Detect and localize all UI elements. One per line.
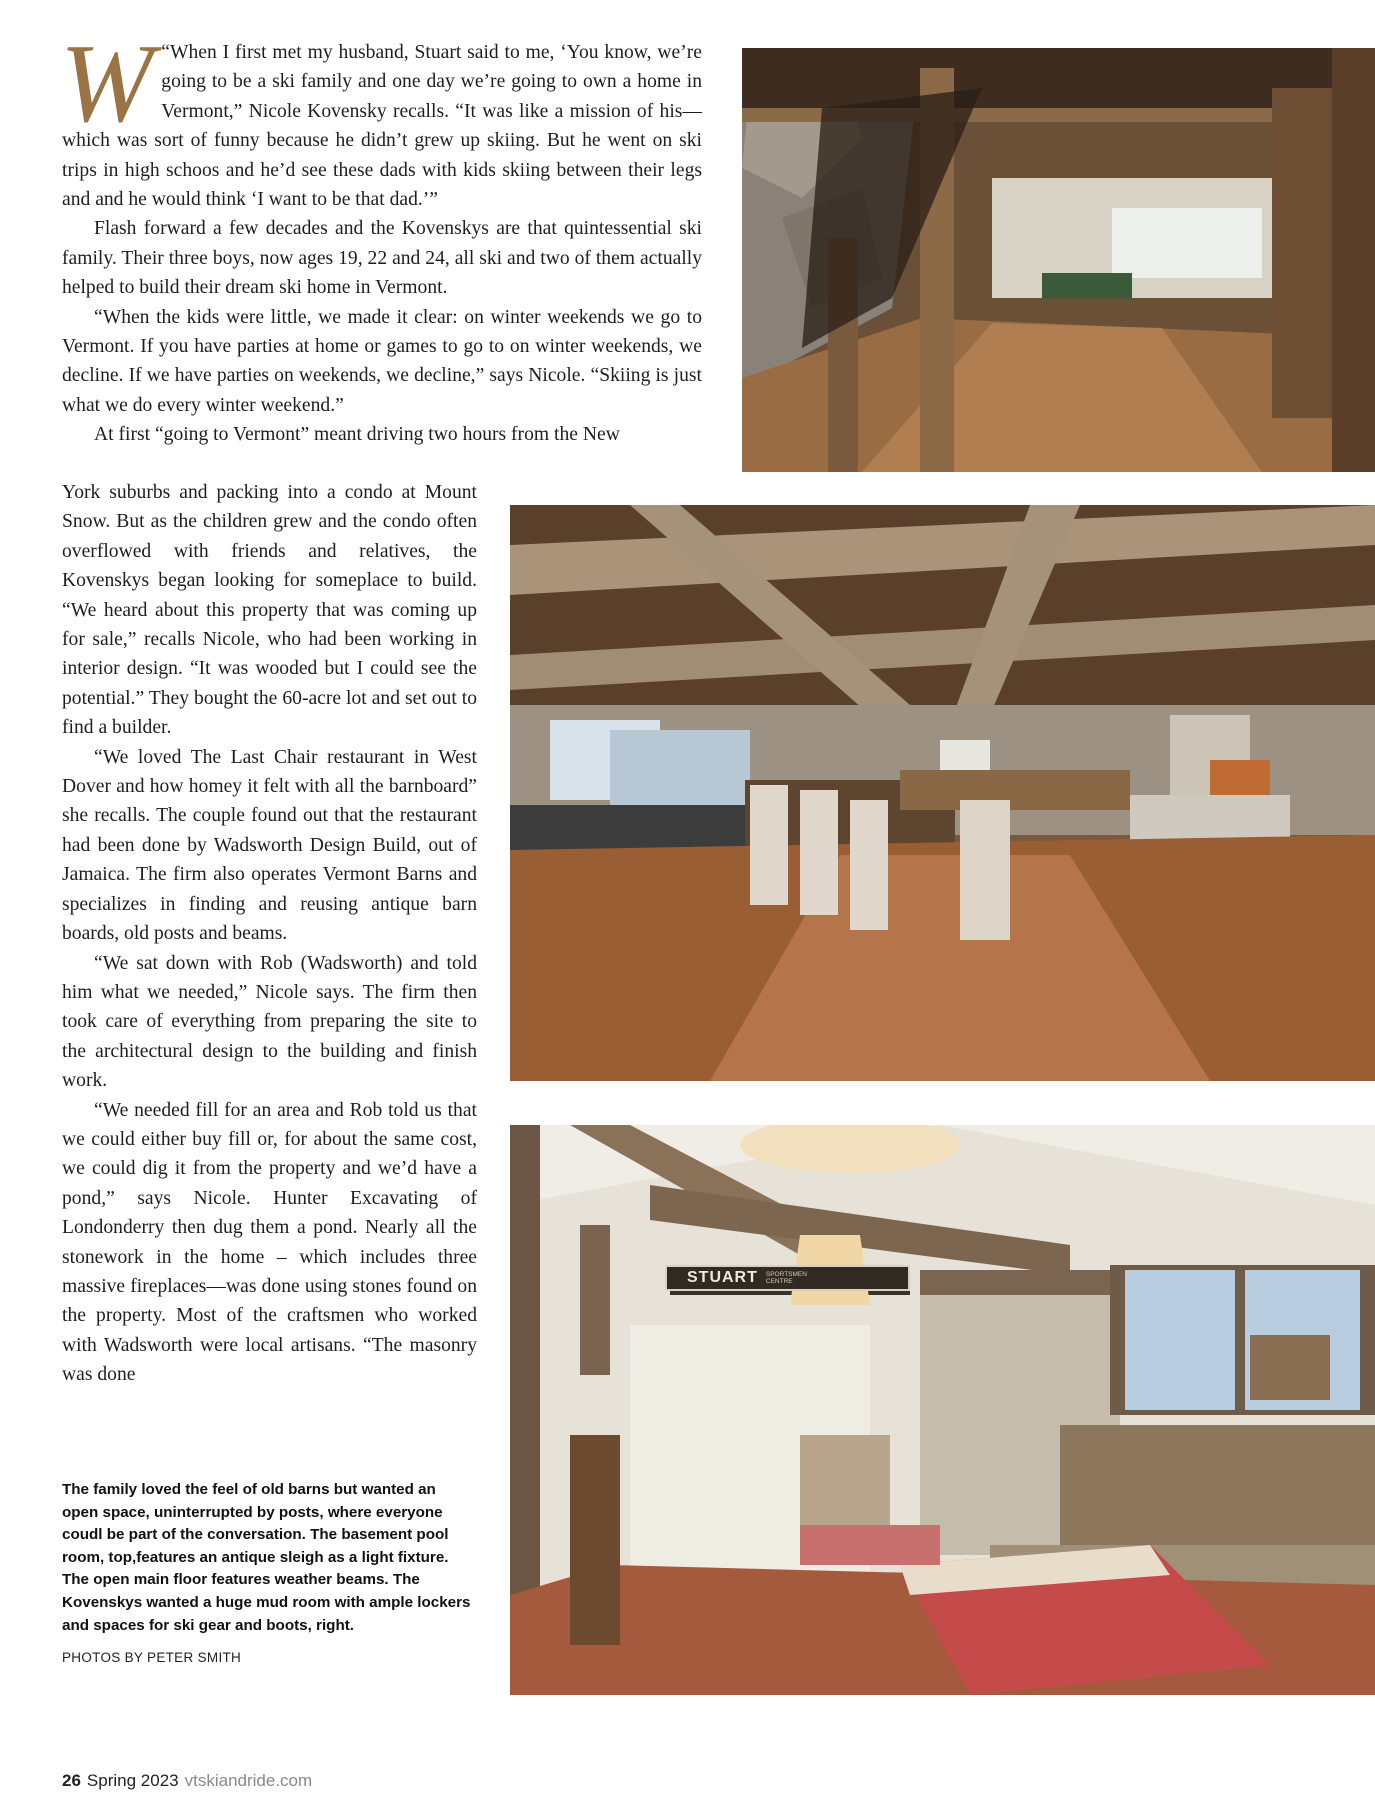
photo-mud-room — [510, 1125, 1375, 1695]
article-paragraph-7: “We needed fill for an area and Rob told us that we could either buy fill or, for about the same cost, we could dig it from the property and we’d have a pond,” says Nicole. Hunter Excavating of Londonderry then dug them a pond. Nearly all the stonework in the home – which includes three massive fireplaces—was done using stones found on the property. Most of the craftsmen who worked with Wadsworth were local artisans. “The masonry was done — [62, 1099, 477, 1386]
article-paragraph-3: “When the kids were little, we made it clear: on winter weekends we go to Vermont. If you have parties at home or games to go to on winter weekends, we decline. If we have parties on weekends, we decline,” says Nicole. “Skiing is just what we do every winter weekend.” — [62, 306, 702, 416]
article-column-top — [60, 22, 702, 450]
article-paragraph-4a: At first “going to Vermont” meant driving two hours from the New — [94, 424, 620, 446]
article-paragraph-6: “We sat down with Rob (Wadsworth) and told him what we needed,” Nicole says. The firm then took care of everything from preparing the site to the architectural design to the building and finish work. — [62, 952, 477, 1092]
article-paragraph-5: “We loved The Last Chair restaurant in West Dover and how homey it felt with all the barnboard” she recalls. The couple found out that the restaurant had been done by Wadsworth Design Build, out of Jamaica. The firm also operates Vermont Barns and specializes in finding and reusing antique barn boards, old posts and beams. — [62, 746, 477, 945]
photo-main-floor — [510, 505, 1375, 1081]
article-paragraph-2: Flash forward a few decades and the Kovenskys are that quintessential ski family. Their three boys, now ages 19, 22 and 24, all ski and two of them actually helped to build their dream ski home in Vermont. — [62, 218, 702, 299]
mudroom-sign — [665, 1265, 910, 1291]
article-paragraph-4b: York suburbs and packing into a condo at Mount Snow. But as the children grew and the condo often overflowed with friends and relatives, the Kovenskys began looking for someplace to build. “We heard about this property that was coming up for sale,” recalls Nicole, who had been working in interior design. “It was wooded but I could see the potential.” They bought the 60-acre lot and set out to find a builder. — [62, 482, 477, 739]
sign-main-text: STUART — [687, 1269, 758, 1286]
photo-credit: PHOTOS BY PETER SMITH — [62, 1650, 242, 1665]
sign-sub-text: SPORTSMEN CENTRE — [765, 1271, 807, 1285]
photo-caption: The family loved the feel of old barns but wanted an open space, uninterrupted by posts, where everyone coudl be part of the conversation. The basement pool room, top,features an antique sleigh as a light fixture. The open main floor features weather beams. The Kovenskys wanted a huge mud room with ample lockers and spaces for ski gear and boots, right. — [62, 1481, 471, 1634]
paragraph-1-text: “When I first met my husband, Stuart said to me, ‘You know, we’re going to be a ski family and one day we’re going to own a home in Vermont,” Nicole Kovensky recalls. “It was like a mission of his—which was sort of funny because he didn’t grew up skiing. But he went on ski trips in high schoos and he’d see these dads with kids skiing between their legs and and he would think ‘I want to be that dad.’” — [62, 42, 702, 211]
drop-cap: W — [60, 22, 154, 146]
page-folio — [62, 1771, 312, 1791]
article-paragraph-1 — [60, 22, 702, 214]
page-number: 26 — [62, 1771, 81, 1790]
article-column-narrow — [62, 478, 477, 1390]
website-label: vtskiandride.com — [184, 1771, 313, 1790]
issue-label: Spring 2023 — [86, 1771, 179, 1790]
photo-pool-room — [742, 48, 1375, 472]
